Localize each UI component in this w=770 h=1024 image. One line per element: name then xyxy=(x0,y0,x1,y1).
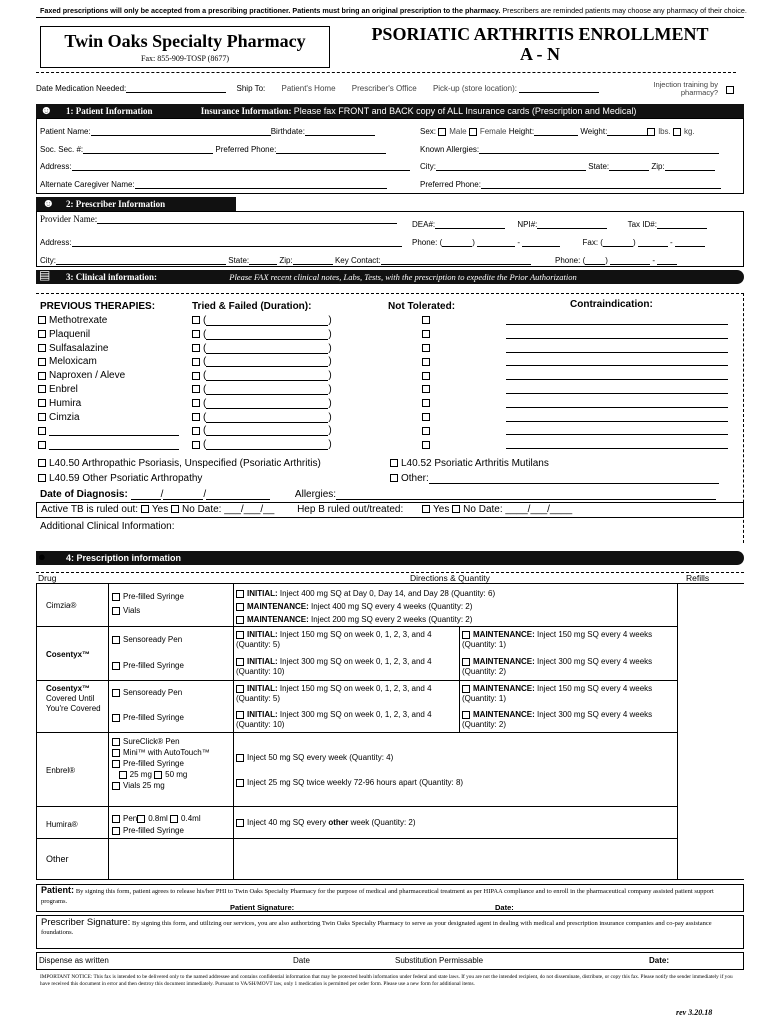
humira-syringe-checkbox[interactable] xyxy=(112,827,120,835)
cimzia-syringe-checkbox[interactable] xyxy=(112,593,120,601)
therapy-name: Plaquenil xyxy=(49,328,91,340)
humira-label: Humira® xyxy=(46,820,78,829)
therapy-checkbox[interactable] xyxy=(38,316,46,324)
dx2-checkbox[interactable] xyxy=(390,459,398,467)
humira-08-checkbox[interactable] xyxy=(137,815,145,823)
enbrel-mini-checkbox[interactable] xyxy=(112,749,120,757)
col-directions: Directions & Quantity xyxy=(410,573,490,583)
dx1-checkbox[interactable] xyxy=(38,459,46,467)
cimzia-dir-checkbox[interactable] xyxy=(236,603,244,611)
tb-row: Active TB is ruled out: Yes No Date: ___/___/__ Hep B ruled out/treated: Yes No Date: ____/___/____ xyxy=(36,502,744,518)
cimzia-direction: MAINTENANCE: Inject 200 mg SQ every 2 weeks (Quantity: 2) xyxy=(236,613,495,626)
clipboard-icon: ▤ xyxy=(39,268,51,282)
tried-checkbox[interactable] xyxy=(192,427,200,435)
hepb-yes-checkbox[interactable] xyxy=(422,505,430,513)
humira-forms: Pen 0.8ml 0.4ml Pre-filled Syringe xyxy=(112,813,201,837)
section-1-bar: 1: Patient Information Insurance Information: Please fax FRONT and BACK copy of ALL Insurance cards (Prescription and Medical) xyxy=(36,104,744,118)
other-label: Other xyxy=(46,854,69,864)
female-checkbox[interactable] xyxy=(469,128,477,136)
therapy-name: Meloxicam xyxy=(49,356,97,368)
provider-phone-row: Phone: ( ) - Fax: ( ) - xyxy=(412,238,705,247)
tried-checkbox[interactable] xyxy=(192,399,200,407)
therapy-name: Sulfasalazine xyxy=(49,342,109,354)
tried-failed-header: Tried & Failed (Duration): xyxy=(192,301,312,312)
allergies-row: Known Allergies: xyxy=(420,145,719,154)
not-tolerated-checkbox[interactable] xyxy=(422,344,430,352)
cosc-maint-150: MAINTENANCE: Inject 150 mg SQ every 4 weeks (Quantity: 1) xyxy=(462,684,653,703)
ship-pickup[interactable]: Pick-up (store location): xyxy=(432,84,517,93)
enbrel-vials-checkbox[interactable] xyxy=(112,782,120,790)
cosentyx-covered-label: Cosentyx™ Covered Until You're Covered xyxy=(46,684,101,713)
previous-therapies-header: PREVIOUS THERAPIES: xyxy=(40,301,156,312)
section-4-bar: 4: Prescription information xyxy=(36,551,744,565)
tb-no-checkbox[interactable] xyxy=(171,505,179,513)
not-tolerated-checkbox[interactable] xyxy=(422,316,430,324)
cosc-init-150: INITIAL: Inject 150 mg SQ on week 0, 1, 2, 3, and 4 (Quantity: 5) xyxy=(236,684,432,703)
dx3: L40.59 Other Psoriatic Arthropathy xyxy=(38,473,202,484)
therapy-name: Humira xyxy=(49,397,82,409)
ship-home[interactable]: Patient's Home xyxy=(281,84,336,93)
not-tolerated-checkbox[interactable] xyxy=(422,427,430,435)
date-needed-row: Date Medication Needed: Ship To: Patient's Home Prescriber's Office Pick-up (store location): xyxy=(36,84,599,93)
humira-dir: Inject 40 mg SQ every other week (Quantity: 2) xyxy=(236,818,416,827)
therapy-name: Enbrel xyxy=(49,384,78,395)
humira-dir-checkbox[interactable] xyxy=(236,819,244,827)
enbrel-dir1-checkbox[interactable] xyxy=(236,754,244,762)
address-row: Address: xyxy=(40,162,410,171)
patient-date-label: Date: xyxy=(495,903,514,912)
additional-info: Additional Clinical Information: xyxy=(40,521,175,532)
cos-maint-300: MAINTENANCE: Inject 300 mg SQ every 4 weeks (Quantity: 2) xyxy=(462,657,653,676)
cosc-pen-checkbox[interactable] xyxy=(112,689,120,697)
therapy-row: Enbrel ( ) xyxy=(38,384,738,397)
patient-signature-label: Patient Signature: xyxy=(230,903,295,912)
enbrel-dir-1: Inject 50 mg SQ every week (Quantity: 4) xyxy=(236,753,393,762)
section-3-bar: 3: Clinical information: Please FAX recent clinical notes, Labs, Tests, with the prescription to expedite the Prior Authorization xyxy=(36,270,744,284)
therapy-checkbox[interactable] xyxy=(38,372,46,380)
tried-checkbox[interactable] xyxy=(192,330,200,338)
allergies-field[interactable] xyxy=(479,153,719,154)
provider-address-field[interactable] xyxy=(72,246,402,247)
tried-checkbox[interactable] xyxy=(192,413,200,421)
cosc-maint-300: MAINTENANCE: Inject 300 mg SQ every 4 weeks (Quantity: 2) xyxy=(462,710,653,729)
ssn-row: Soc. Sec. #: Preferred Phone: xyxy=(40,145,386,154)
enbrel-dir-2: Inject 25 mg SQ twice weekly 72-96 hours apart (Quantity: 8) xyxy=(236,778,463,787)
cosc-init-150-checkbox[interactable] xyxy=(236,685,244,693)
cos-pen-checkbox[interactable] xyxy=(112,636,120,644)
pharmacy-box xyxy=(40,26,330,68)
cos-maint-150: MAINTENANCE: Inject 150 mg SQ every 4 weeks (Quantity: 1) xyxy=(462,630,653,649)
therapy-row: Sulfasalazine ( ) xyxy=(38,343,738,356)
cosc-maint-300-checkbox[interactable] xyxy=(462,711,470,719)
cimzia-directions xyxy=(236,587,495,626)
col-drug: Drug xyxy=(38,573,57,583)
therapy-checkbox[interactable] xyxy=(38,399,46,407)
therapy-checkbox[interactable] xyxy=(38,427,46,435)
tried-checkbox[interactable] xyxy=(192,316,200,324)
dx4: Other: xyxy=(390,473,719,484)
provider-name-field[interactable] xyxy=(97,223,397,224)
tried-checkbox[interactable] xyxy=(192,344,200,352)
not-tolerated-checkbox[interactable] xyxy=(422,441,430,449)
cos-maint-300-checkbox[interactable] xyxy=(462,658,470,666)
hepb-no-checkbox[interactable] xyxy=(452,505,460,513)
important-notice: IMPORTANT NOTICE: This fax is intended to be delivered only to the named addressee and contains confidential information that may be protected health information under federal and state laws. If you are not the intended recipient, do not disseminate, distribute, or copy this fax. Please notify the sender immediately if you have received this document in error and then destroy this document immediately. Pursuant to VA/SH/MOVT law, only 1 medication is permitted per order form. Please use a new form for additional items. xyxy=(40,974,733,987)
top-notice: Faxed prescriptions will only be accepted from a prescribing practitioner. Patients must bring an original prescription to the pharmacy. Prescribers are reminded patients may choose any pharmacy of their choice. xyxy=(40,6,747,15)
tried-checkbox[interactable] xyxy=(192,441,200,449)
cos-init-300-checkbox[interactable] xyxy=(236,658,244,666)
therapy-row: Methotrexate ( ) xyxy=(38,315,738,328)
therapy-checkbox[interactable] xyxy=(38,330,46,338)
alt-caregiver-field[interactable] xyxy=(135,188,387,189)
enbrel-25-checkbox[interactable] xyxy=(119,771,127,779)
humira-pen-checkbox[interactable] xyxy=(112,815,120,823)
pharmacy-name: Twin Oaks Specialty Pharmacy xyxy=(64,31,306,51)
provider-address-row: Address: xyxy=(40,238,402,247)
cimzia-form-2: Vials xyxy=(112,606,140,615)
preferred-phone-field[interactable] xyxy=(276,153,386,154)
cimzia-dir-checkbox[interactable] xyxy=(236,590,244,598)
not-tolerated-header: Not Tolerated: xyxy=(388,301,456,312)
cosc-syringe-checkbox[interactable] xyxy=(112,714,120,722)
kg-checkbox[interactable] xyxy=(673,128,681,136)
therapy-row: ( ) xyxy=(38,439,738,452)
cos-init-150-checkbox[interactable] xyxy=(236,631,244,639)
cimzia-label: Cimzia® xyxy=(46,601,77,610)
pharmacy-fax: Fax: 855-909-TOSP (8677) xyxy=(141,54,229,63)
cimzia-vials-checkbox[interactable] xyxy=(112,607,120,615)
not-tolerated-checkbox[interactable] xyxy=(422,358,430,366)
therapy-row: Plaquenil ( ) xyxy=(38,329,738,342)
dx1: L40.50 Arthropathic Psoriasis, Unspecified (Psoriatic Arthritis) xyxy=(38,458,321,469)
enbrel-label: Enbrel® xyxy=(46,766,76,775)
lbs-checkbox[interactable] xyxy=(647,128,655,136)
cos-maint-150-checkbox[interactable] xyxy=(462,631,470,639)
therapy-row: Humira ( ) xyxy=(38,398,738,411)
prescriber-sig-box: Prescriber Signature: By signing this form, and utilizing our services, you are also authorizing Twin Oaks Specialty Pharmacy to serve as your designated agent in dealing with medical and prescription insurance companies and co-pay assistance foundations. xyxy=(36,915,744,949)
not-tolerated-checkbox[interactable] xyxy=(422,399,430,407)
enbrel-pen-checkbox[interactable] xyxy=(112,738,120,746)
cosc-form-1: Sensoready Pen xyxy=(112,688,182,697)
dx4-checkbox[interactable] xyxy=(390,474,398,482)
provider-name-row: Provider Name: xyxy=(40,214,397,224)
tried-checkbox[interactable] xyxy=(192,372,200,380)
dx3-checkbox[interactable] xyxy=(38,474,46,482)
cosc-form-2: Pre-filled Syringe xyxy=(112,713,184,722)
not-tolerated-checkbox[interactable] xyxy=(422,372,430,380)
cosentyx-label: Cosentyx™ xyxy=(46,650,91,659)
cimzia-dir-checkbox[interactable] xyxy=(236,616,244,624)
section-2-bar: 2: Prescriber Information xyxy=(36,197,236,211)
cimzia-direction: MAINTENANCE: Inject 400 mg SQ every 4 weeks (Quantity: 2) xyxy=(236,600,495,613)
contraindication-header: Contraindication: xyxy=(570,299,653,310)
cosc-init-300: INITIAL: Inject 300 mg SQ on week 0, 1, 2, 3, and 4 (Quantity: 10) xyxy=(236,710,432,729)
therapy-name: Cimzia xyxy=(49,411,80,423)
pill-icon: ● xyxy=(38,549,46,564)
cos-init-300: INITIAL: Inject 300 mg SQ on week 0, 1, 2, 3, and 4 (Quantity: 10) xyxy=(236,657,432,676)
cos-form-1: Sensoready Pen xyxy=(112,635,182,644)
therapy-name: Naproxen / Aleve xyxy=(49,370,126,382)
diagnosis-row: Date of Diagnosis: / / Allergies: xyxy=(40,489,716,500)
patient-name-field[interactable] xyxy=(91,135,271,136)
enbrel-forms: SureClick® Pen Mini™ with AutoTouch™ Pre-filled Syringe 25 mg 50 mg Vials 25 mg xyxy=(112,736,210,791)
date-needed-field[interactable] xyxy=(126,92,226,93)
not-tolerated-checkbox[interactable] xyxy=(422,330,430,338)
not-tolerated-checkbox[interactable] xyxy=(422,385,430,393)
col-refills: Refills xyxy=(686,573,710,583)
not-tolerated-checkbox[interactable] xyxy=(422,413,430,421)
dx2: L40.52 Psoriatic Arthritis Mutilans xyxy=(390,458,549,469)
ship-office[interactable]: Prescriber's Office xyxy=(351,84,417,93)
cosc-maint-150-checkbox[interactable] xyxy=(462,685,470,693)
alt-phone-row: Preferred Phone: xyxy=(420,180,721,189)
ssn-field[interactable] xyxy=(83,153,213,154)
cos-init-150: INITIAL: Inject 150 mg SQ on week 0, 1, 2, 3, and 4 (Quantity: 5) xyxy=(236,630,432,649)
therapy-name: Methotrexate xyxy=(49,315,108,326)
male-checkbox[interactable] xyxy=(438,128,446,136)
injection-training-checkbox[interactable] xyxy=(726,86,734,94)
provider-city-row: City: State: Zip: Key Contact: Phone: ( ) - xyxy=(40,256,677,265)
form-title: PSORIATIC ARTHRITIS ENROLLMENT A - N xyxy=(371,24,709,64)
tried-checkbox[interactable] xyxy=(192,358,200,366)
tb-yes-checkbox[interactable] xyxy=(141,505,149,513)
people-icon: ☻ xyxy=(40,103,53,117)
cosc-init-300-checkbox[interactable] xyxy=(236,711,244,719)
city-row: City: State: Zip: xyxy=(420,162,715,171)
birthdate-field[interactable] xyxy=(305,135,375,136)
therapy-checkbox[interactable] xyxy=(38,344,46,352)
person-icon: ☻ xyxy=(42,196,55,210)
enbrel-50-checkbox[interactable] xyxy=(154,771,162,779)
cos-form-2: Pre-filled Syringe xyxy=(112,661,184,670)
patient-name-row: Patient Name: Birthdate: xyxy=(40,127,410,136)
therapy-row: ( ) xyxy=(38,425,738,438)
therapy-row: Naproxen / Aleve ( ) xyxy=(38,370,738,383)
tried-checkbox[interactable] xyxy=(192,385,200,393)
therapy-row: Cimzia ( ) xyxy=(38,412,738,425)
revision: rev 3.20.18 xyxy=(676,1008,713,1017)
patient-address-field[interactable] xyxy=(72,170,410,171)
enbrel-dir2-checkbox[interactable] xyxy=(236,779,244,787)
patient-sig-box: Patient: By signing this form, patient agrees to release his/her PHI to Twin Oaks Specialty Pharmacy for the purpose of medical and pharmaceutical treatment as per HIPAA compliance and to enroll in the pharmaceutical company assisted patient support programs. xyxy=(36,884,744,912)
sex-row: Sex: Male Female Height: Weight: lbs. kg. xyxy=(420,127,695,136)
cos-syringe-checkbox[interactable] xyxy=(112,662,120,670)
therapy-checkbox[interactable] xyxy=(38,441,46,449)
therapy-checkbox[interactable] xyxy=(38,358,46,366)
dea-row: DEA#: NPI#: Tax ID#: xyxy=(412,220,707,229)
cimzia-form-1: Pre-filled Syringe xyxy=(112,592,184,601)
therapy-row: Meloxicam ( ) xyxy=(38,356,738,369)
therapy-checkbox[interactable] xyxy=(38,385,46,393)
enbrel-syringe-checkbox[interactable] xyxy=(112,760,120,768)
injection-training: Injection training by pharmacy? xyxy=(653,80,718,97)
humira-04-checkbox[interactable] xyxy=(170,815,178,823)
daw-box: Dispense as written Date Substitution Permissable Date: xyxy=(36,952,744,970)
cimzia-direction: INITIAL: Inject 400 mg SQ at Day 0, Day 14, and Day 28 (Quantity: 6) xyxy=(236,587,495,600)
alt-caregiver-row: Alternate Caregiver Name: xyxy=(40,180,387,189)
therapy-checkbox[interactable] xyxy=(38,413,46,421)
